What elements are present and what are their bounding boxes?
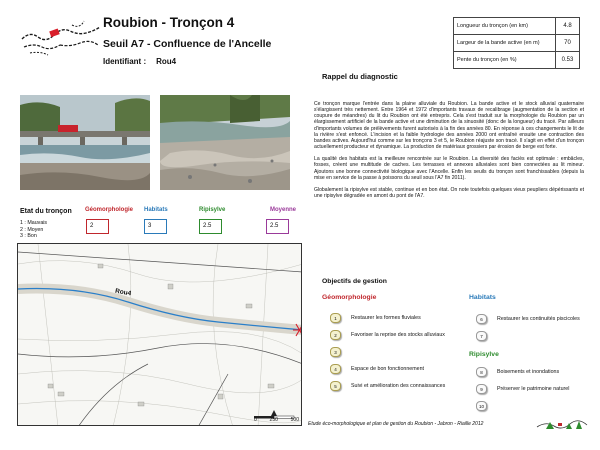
- diagnostic-title: Rappel du diagnostic: [322, 72, 398, 81]
- indicator-value-geomorphologie: 2: [86, 219, 109, 234]
- objective-item: [476, 331, 497, 341]
- objective-number: 2: [330, 330, 341, 340]
- objective-text: Favoriser la reprise des stocks alluviaux: [351, 332, 445, 338]
- etat-legend: [20, 220, 47, 240]
- metric-label: Largeur de la bande active (en m): [454, 35, 556, 52]
- diagnostic-text: [314, 101, 584, 205]
- scale-labels: [254, 417, 299, 423]
- indicator-value-moyenne: 2.5: [266, 219, 289, 234]
- scale-label: 0: [254, 417, 257, 423]
- metric-row: [454, 52, 580, 69]
- indicator-label-ripisylve: Ripisylve: [199, 207, 226, 213]
- indicator-value-habitats: 3: [144, 219, 167, 234]
- diagnostic-paragraph: La qualité des habitats est la meilleure rencontrée sur le Roubion. La diversité des faciès est optimale : embâcles, fosses, créent une multitude de caches. Les terrasses et annexes alluviales sont bien connectées au lit mineur. Ajoutons une bonne connectivité biologique avec l'Ancelle. Enfin les seuils du tronçon sont franchissables (depuis la mise en service de la passe à poissons du seuil sous l'A7 fin 2011).: [314, 156, 584, 181]
- objective-number: 8: [476, 367, 487, 377]
- objectifs-hab-title: Habitats: [469, 294, 496, 301]
- page-title: Roubion - Tronçon 4: [103, 15, 235, 30]
- objective-number: 1: [330, 313, 341, 323]
- indicator-label-geomorphologie: Géomorphologie: [85, 207, 133, 213]
- indicator-value-ripisylve: 2.5: [199, 219, 222, 234]
- objective-number: 4: [330, 364, 341, 374]
- identifier: [103, 57, 176, 66]
- objective-item: [476, 401, 497, 411]
- objective-item: [330, 364, 424, 374]
- metrics-table: [453, 17, 580, 69]
- scale-label: 250: [269, 417, 278, 423]
- metric-value: 0.53: [556, 52, 580, 69]
- metric-row: [454, 18, 580, 35]
- objective-text: Espace de bon fonctionnement: [351, 366, 425, 372]
- objective-item: [476, 384, 569, 394]
- etat-title: Etat du tronçon: [20, 208, 72, 215]
- objective-item: [330, 347, 351, 357]
- diagnostic-paragraph: Globalement la ripisylve est stable, continue et en bon état. On note toutefois quelques vieux peupliers dépérissants et une ripisylve dégradée en amont du pont de l'A7.: [314, 186, 584, 200]
- objective-item: [330, 381, 445, 391]
- metric-row: [454, 35, 580, 52]
- objective-text: Restaurer les formes fluviales: [351, 315, 421, 321]
- objective-text: Suivi et amélioration des connaissances: [351, 383, 446, 389]
- objective-item: [330, 330, 445, 340]
- river-profile-logo: [536, 417, 588, 431]
- legend-item: 1 : Mauvais: [20, 220, 48, 226]
- objective-item: [476, 367, 559, 377]
- objective-text: Boisements et inondations: [497, 369, 560, 375]
- photo-riverbed: [160, 95, 290, 190]
- legend-item: 2 : Moyen: [20, 226, 44, 233]
- section-map: [17, 243, 302, 426]
- metric-label: Longueur du tronçon (en km): [454, 18, 556, 35]
- objectifs-rip-title: Ripisylve: [469, 351, 499, 358]
- indicator-label-habitats: Habitats: [144, 207, 168, 213]
- diagnostic-paragraph: Ce tronçon marque l'entrée dans la plaine alluviale du Roubion. La bande active et le stock alluvial quaternaire s'élargissent très nettement. Entre 1964 et 1972 d'importants travaux de recalibrage (augmentation de la section et coupure de méandres) du lit du Roubion ont été entrepris. Cela s'est traduit sur la morphologie du Roubion par un élargissement artificiel de la bande active et une diminution de la sinuosité (donc de la longueur) du tracé. Par ailleurs d'importants volumes de prélèvements furent autorisés à la fin des années 80. En réponse à ces changements le lit de la rivière s'est enfoncé. L'incision et la faible hydrologie des années 2000 ont entraîné ensuite une contraction des bandes actives. Aujourd'hui comme sur les tronçons 3 et 5, le Roubion réajuste son tracé. Il s'agit en effet d'un tronçon actuellement producteur et dynamique. La production de matériaux grossiers par érosion de berge est forte.: [314, 101, 584, 151]
- objective-item: [330, 313, 421, 323]
- scale-label: 500: [290, 417, 299, 423]
- legend-item: 3 : Bon: [20, 233, 37, 239]
- objectifs-geo-title: Géomorphologie: [322, 294, 377, 301]
- objective-number: 6: [476, 314, 487, 324]
- identifier-value: Rou4: [156, 57, 177, 66]
- objective-number: 3: [330, 347, 341, 357]
- objective-number: 10: [476, 401, 487, 411]
- metric-value: 4.8: [556, 18, 580, 35]
- objective-text: Préserver le patrimoine naturel: [497, 386, 570, 392]
- metric-label: Pente du tronçon (en %): [454, 52, 556, 69]
- objectifs-title: Objectifs de gestion: [322, 278, 387, 285]
- footer-note: Etude éco-morphologique et plan de gestion du Roubion - Jabron - Riaille 2012: [308, 421, 484, 427]
- identifier-label: Identifiant :: [103, 57, 147, 66]
- indicator-label-moyenne: Moyenne: [270, 207, 297, 213]
- objective-number: 7: [476, 331, 487, 341]
- objective-item: [476, 314, 580, 324]
- river-label: Rou4: [114, 287, 132, 298]
- objective-number: 9: [476, 384, 487, 394]
- objective-number: 5: [330, 381, 341, 391]
- photo-bridge: [20, 95, 150, 190]
- objective-text: Restaurer les continuités piscicoles: [497, 316, 580, 322]
- page-subtitle: Seuil A7 - Confluence de l'Ancelle: [103, 38, 272, 50]
- metric-value: 70: [556, 35, 580, 52]
- river-network-logo: [20, 17, 102, 59]
